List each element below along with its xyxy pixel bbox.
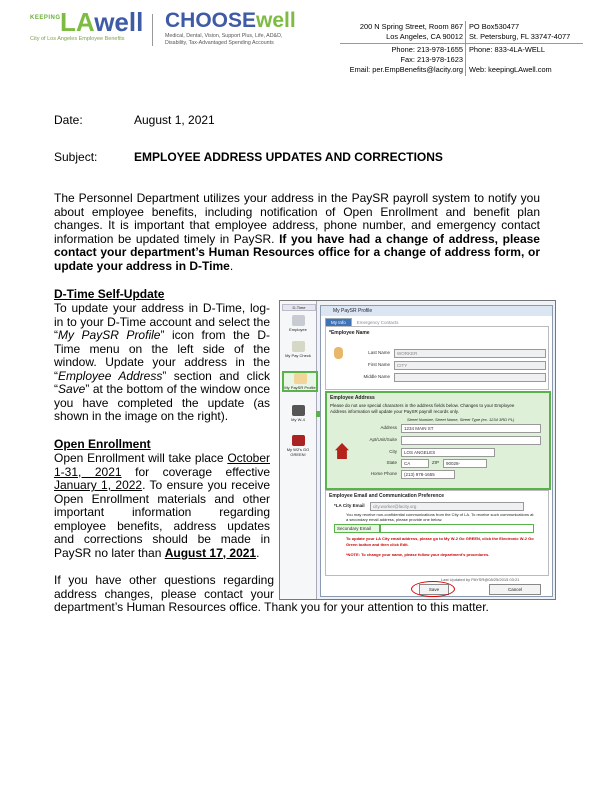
addr2-line2: St. Petersburg, FL 33747-4077 <box>469 32 571 41</box>
oe-paragraph <box>54 452 270 560</box>
closing-line3: department’s Human Resources office. Thank you for your attention to this matter. <box>54 600 489 614</box>
sidebar-header: D-Time <box>282 304 316 311</box>
employee-icon <box>292 315 305 326</box>
profile-icon <box>294 373 307 384</box>
last-name-field[interactable]: WORKER <box>394 349 546 358</box>
contact-block-la <box>330 45 463 75</box>
tab-emergency-contacts[interactable]: Emergency Contacts <box>356 320 399 325</box>
home-phone-label: Home Phone <box>370 471 397 476</box>
sidebar-item-label: My W-4 <box>291 417 305 422</box>
address-note: Please do not use special characters in the address fields below. Changes to your Employee Address information will update your PaySR payroll records only. <box>330 403 515 414</box>
lawell-subtitle: City of Los Angeles Employee Benefits <box>30 36 125 42</box>
dtime-p3: ” section and click “ <box>54 368 270 396</box>
dtime-heading: D-Time Self-Update <box>54 287 165 301</box>
oe-p2: for coverage effective <box>121 464 270 479</box>
w4-icon <box>292 405 305 416</box>
paycheck-icon <box>292 341 305 352</box>
save-highlight-circle <box>411 581 455 597</box>
intro-bold: If you have had a change of address, please contact your department’s Human Resources office for a change of address form, or update your address in D-Time <box>54 231 540 273</box>
dtime-p4: ” at the bottom of the window once you have completed the update (as shown in the image on the right). <box>54 382 270 423</box>
city-field[interactable]: LOS ANGELES <box>401 448 495 457</box>
oe-p1: Open Enrollment will take place <box>54 451 228 465</box>
header-horizontal-divider <box>340 43 583 44</box>
sidebar-item-paycheck[interactable] <box>282 341 314 358</box>
contact-block-wellness <box>469 45 552 75</box>
paysr-profile-window <box>320 305 553 597</box>
w2-icon <box>292 435 305 446</box>
la-email-label: *LA City Email <box>334 503 365 508</box>
email-section <box>325 490 549 576</box>
window-title: My PaySR Profile <box>321 306 552 316</box>
logo-choose: CHOOSE <box>165 9 257 32</box>
sidebar-item-employee[interactable] <box>282 315 314 332</box>
address-hint: Street Number, Street Name, Street Type (ex. 1234 3RD PL) <box>407 417 515 422</box>
city-label: City <box>389 449 397 454</box>
closing-paragraph <box>54 574 274 601</box>
red-note-name: *NOTE: To change your name, please follow your department's procedures. <box>346 552 490 557</box>
email-heading: Employee Email and Communication Preference <box>329 493 445 499</box>
subject-label: Subject: <box>54 150 98 164</box>
la-email-field[interactable]: city.worker@lacity.org <box>370 502 524 511</box>
dtime-i1: My PaySR Profile <box>58 328 161 342</box>
dtime-p1: To update your address in D-Time, log-in to your D-Time account and select the “ <box>54 301 270 342</box>
email-note: You may receive non-confidential communications from the City of LA. To receive such communications at a secondary email address, please provide one below. <box>346 512 534 522</box>
sidebar-item-label: Employee <box>289 327 307 332</box>
secondary-email-field[interactable] <box>380 524 534 533</box>
intro-paragraph <box>54 192 540 273</box>
lawell-logo <box>60 9 143 35</box>
address-block-fl <box>469 22 570 42</box>
middle-name-label: Middle Name <box>363 374 390 379</box>
oe-u1: October 1-31, 2021 <box>54 451 270 479</box>
dtime-i2: Employee Address <box>58 368 163 383</box>
save-button[interactable]: Save <box>419 584 449 595</box>
state-label: State <box>386 460 397 465</box>
intro-text: The Personnel Department utilizes your address in the PaySR payroll system to notify you about employee benefits, including notification of Open Enrollment and benefit plan changes. It is important that employee address, phone number, and emergency contact information be updated timely in PaySR. <box>54 191 540 246</box>
dtime-p2: ” icon from the D-Time menu on the left side of the window. Update your address in the “ <box>54 328 270 383</box>
choose-sub-line2: Disability, Tax-Advantaged Spending Accounts <box>165 39 274 46</box>
addr1-line1: 200 N Spring Street, Room 867 <box>359 22 463 31</box>
addr1-line2: Los Angeles, CA 90012 <box>386 32 463 41</box>
state-select[interactable]: CA <box>401 459 429 468</box>
apt-label: Apt/Unit/Suite <box>369 437 397 442</box>
red-note-email: To update your LA City email address, please go to My W-2 Go GREEN, click the Electronic W-2 Go Green button and then click Edit. <box>346 536 534 547</box>
dtime-sidebar <box>280 301 317 599</box>
sidebar-item-label: My PaySR Profile <box>284 385 316 390</box>
dtime-paragraph <box>54 302 270 424</box>
choosewell-logo <box>165 10 296 31</box>
secondary-email-label: Secondary Email <box>334 524 380 533</box>
date-value: August 1, 2021 <box>134 113 215 127</box>
choose-sub-line1: Medical, Dental, Vision, Support Plus, Life, AD&D, <box>165 33 283 39</box>
sidebar-item-paysr-profile[interactable] <box>282 371 318 392</box>
closing-line1: If you have other questions regarding <box>54 573 274 587</box>
oe-u2: January 1, 2022 <box>54 478 143 492</box>
oe-heading: Open Enrollment <box>54 437 151 451</box>
last-name-label: Last Name <box>368 350 390 355</box>
closing-line2: address changes, please contact your <box>54 586 274 601</box>
logo-divider <box>152 14 153 46</box>
date-label: Date: <box>54 113 83 127</box>
tab-my-info[interactable]: My Info <box>325 318 352 327</box>
sidebar-item-label: My Pay Check <box>285 353 311 358</box>
house-icon <box>335 443 349 459</box>
oe-bu: August 17, 2021 <box>164 545 257 560</box>
address-field[interactable]: 1234 MAIN ST <box>401 424 541 433</box>
person-icon <box>334 347 343 359</box>
phone2: Phone: 833-4LA-WELL <box>469 45 546 54</box>
fax1: Fax: 213-978-1623 <box>400 55 463 64</box>
address-heading: Employee Address <box>330 395 375 401</box>
logo-well: well <box>94 7 144 37</box>
employee-name-section <box>325 326 549 390</box>
home-phone-field[interactable]: (213) 978-1655 <box>401 470 455 479</box>
phone1: Phone: 213-978-1655 <box>391 45 463 54</box>
logo-choose-well: well <box>256 9 296 32</box>
sidebar-item-w2[interactable] <box>282 435 314 457</box>
email1: Email: per.EmpBenefits@lacity.org <box>349 65 463 74</box>
addr2-line1: PO Box530477 <box>469 22 520 31</box>
employee-address-section <box>325 391 551 490</box>
sidebar-item-w4[interactable] <box>282 405 314 422</box>
header-vertical-divider <box>465 21 466 76</box>
apt-field[interactable] <box>401 436 541 445</box>
subject-value: EMPLOYEE ADDRESS UPDATES AND CORRECTIONS <box>134 150 443 164</box>
zip-label: ZIP <box>431 460 439 465</box>
intro-end: . <box>229 258 234 273</box>
address-label: Address <box>380 425 397 430</box>
employee-name-heading: *Employee Name <box>329 330 370 336</box>
web2: Web: keepingLAwell.com <box>469 65 552 74</box>
zip-field[interactable]: 90028- <box>443 459 487 468</box>
choosewell-subtitle <box>165 33 282 46</box>
first-name-label: First Name <box>367 362 390 367</box>
dtime-i3: Save <box>58 382 86 396</box>
oe-p3: . To ensure you receive Open Enrollment materials and other important information regarding employee benefits, address updates and corrections should be made in PaySR no later than <box>54 478 270 560</box>
first-name-field[interactable]: CITY <box>394 361 546 370</box>
paysr-screenshot <box>279 300 556 600</box>
sidebar-item-label: My W2's GO GREEN! <box>286 447 310 457</box>
oe-p4: . <box>256 545 260 560</box>
logo-la: LA <box>60 7 95 37</box>
middle-name-field[interactable] <box>394 373 546 382</box>
last-updated: Last Updated by PAYSR@08/25/2015 03:21 <box>441 577 520 582</box>
keeping-text: KEEPING <box>30 15 61 21</box>
cancel-button[interactable]: Cancel <box>489 584 541 595</box>
address-block-la <box>340 22 463 42</box>
